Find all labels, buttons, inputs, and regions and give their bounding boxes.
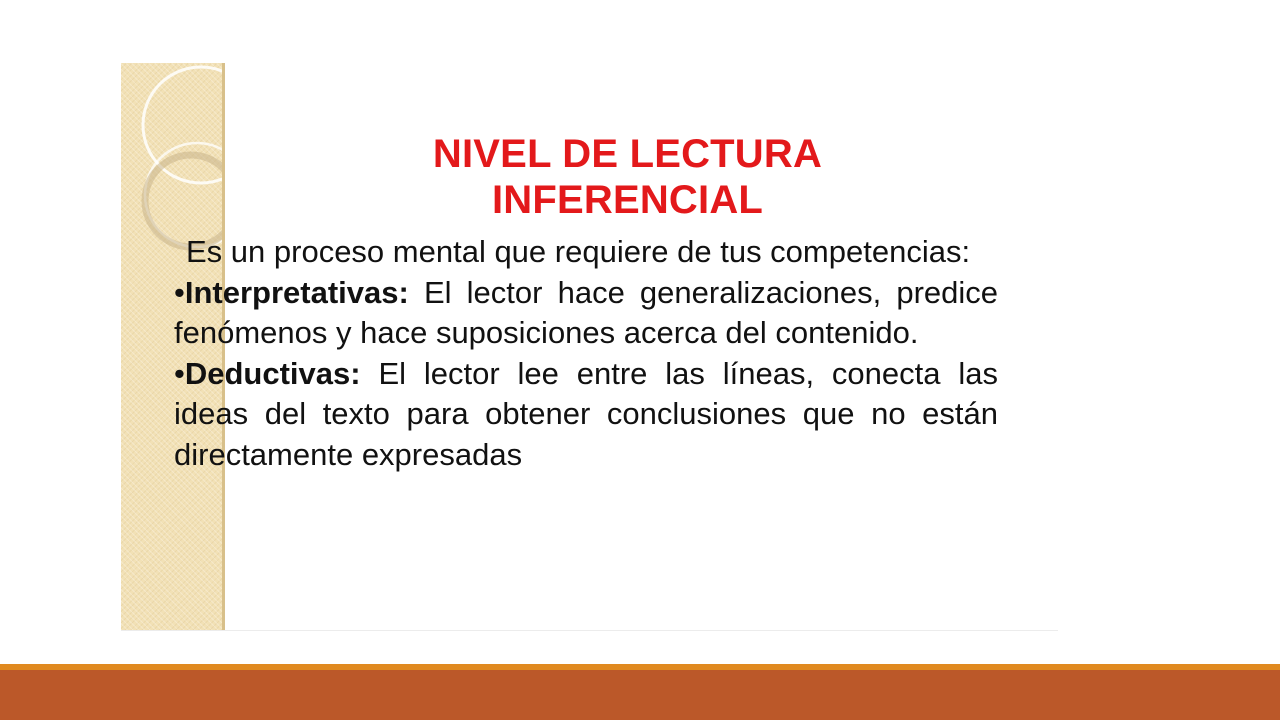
slide-image: [121, 63, 1058, 631]
slide-body: [174, 232, 998, 475]
title-line-1: NIVEL DE LECTURA: [432, 132, 823, 176]
bullet-interpretativas: [174, 273, 998, 354]
slide-title: [121, 131, 1058, 223]
bullet-term: Interpretativas:: [184, 274, 409, 310]
intro-paragraph: Es un proceso mental que requiere de tus competencias:: [186, 234, 971, 269]
bullet-term: Deductivas:: [184, 355, 361, 391]
title-line-2: INFERENCIAL: [491, 178, 764, 222]
footer-band: [0, 670, 1280, 720]
bullet-marker: •: [174, 355, 185, 391]
bullet-text: El lector hace generalizaciones, predice fenómenos y hace suposiciones acerca del contenido.: [174, 274, 998, 350]
bullet-marker: •: [174, 274, 185, 310]
bullet-deductivas: [174, 354, 998, 476]
bullet-text: El lector lee entre las líneas, conecta las ideas del texto para obtener conclusiones que no están directamente expresadas: [174, 355, 998, 472]
